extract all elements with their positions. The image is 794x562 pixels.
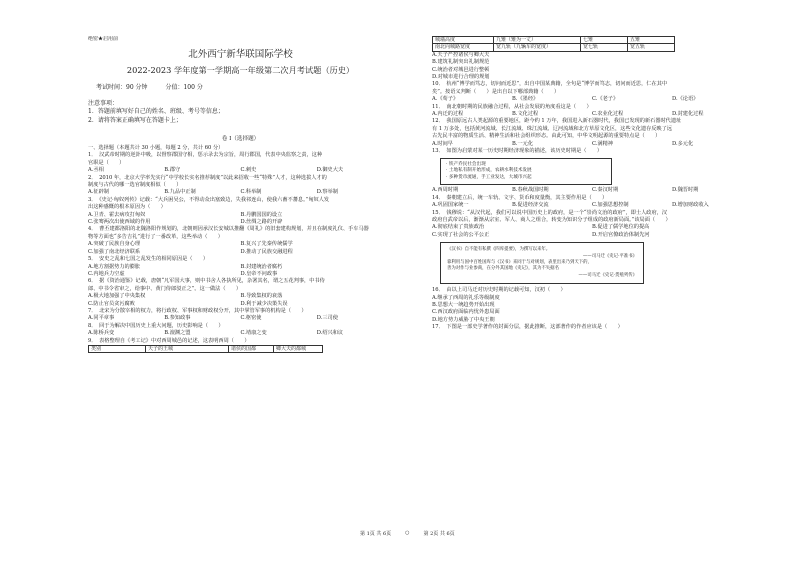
- question-13: [432, 148, 752, 195]
- option: D.推动了民族交融进程: [240, 248, 293, 255]
- option: A.陈桥兵变: [88, 330, 115, 337]
- question-stem: 7． 北宋为分散宰相的权力，将行政权、军事权和财政权分开，其中掌管军事的机构是（ ）: [88, 307, 307, 314]
- option: A.突破了民族自身心理: [88, 241, 141, 248]
- option: D.地方势力威胁了中央王朝: [432, 316, 495, 323]
- option: B.郡守: [164, 167, 181, 174]
- option: A.巩固国家统一: [432, 202, 469, 209]
- q9-options: [432, 52, 752, 82]
- table-cell: 宽五轨: [628, 44, 675, 51]
- question-stem: 出这种感慨的根本原因为（ ）: [88, 204, 166, 211]
- q16-quote-box: [440, 242, 644, 284]
- option: A.天子严控诸侯与卿大夫: [432, 51, 490, 58]
- option: A.时间早: [432, 140, 453, 147]
- question-stem: 4． 曹丕建都洛阳的北魏洛阳作规划的，北朝则因承汉长安城以推翻《周礼》的旧套建构规划，并且在制度礼仪、手车马器: [88, 226, 369, 233]
- quote-source: ——司马迁《史记·平准书》: [582, 253, 637, 259]
- question-stem: 制度与古代的哪一选官制度相似（ ）: [88, 182, 182, 189]
- table-cell: 天子的王城: [146, 345, 229, 352]
- option: B.思想大一统趋势开始出现: [432, 301, 495, 308]
- option: C.防止官员贪污腐败: [88, 300, 135, 307]
- option: A.丞相: [88, 167, 104, 174]
- notes-title: 注意事项：: [88, 99, 119, 107]
- question-17: [432, 324, 752, 331]
- question-stem: 官职是（ ）: [88, 159, 125, 166]
- options: [432, 224, 752, 239]
- options: [88, 241, 393, 256]
- option: C.刺史: [240, 167, 257, 174]
- right-column: [432, 36, 752, 332]
- option: B.封建统治者腐朽: [240, 263, 283, 270]
- question-1: [88, 152, 393, 174]
- notes-item: 1．答题前填写好自己的姓名、班级、考号等信息；: [88, 108, 224, 116]
- question-15: [432, 210, 752, 240]
- question-8: [88, 323, 393, 338]
- fold-mark: ○: [405, 530, 410, 536]
- option: D.增加财政收入: [672, 202, 709, 209]
- question-7: [88, 308, 393, 323]
- question-10: [432, 81, 752, 103]
- option: C.加强了南北经济联系: [88, 248, 141, 255]
- page-number-left: 第 1页 共 6页: [360, 531, 392, 537]
- option: B.促进经济交流: [512, 202, 549, 209]
- question-stem: 13． 如图为启蒙对某一历史时期经济现象的描述，该历史时期是（ ）: [432, 148, 603, 155]
- option: A.西周时期: [432, 187, 459, 194]
- option: C.西汉政府面临内忧外患局面: [432, 309, 500, 316]
- option: C.枢密使: [240, 315, 262, 322]
- option: A.继承了西周的礼乐等级制度: [432, 294, 500, 301]
- question-stem: 物等方面也“多告吉礼”进行了一番改革，这些举动（ ）: [88, 233, 223, 240]
- option: A.地方割据势力的膨胀: [88, 263, 141, 270]
- question-stem: 11． 南北朝时期的民族融合过程，从社会发展的角度看这是（ ）: [432, 103, 592, 110]
- options: [432, 202, 752, 209]
- question-stem: 郎、中书令省审之，给事中、黄门侍郎驳正之”。这一做法（ ）: [88, 285, 242, 292]
- question-stem: 政府自武帝以后，渐渐从宗室、军人、商人之组合，转变为知识分子组成的政府新局面。”该局面（ ）: [432, 216, 671, 223]
- option: D.三司使: [316, 315, 338, 322]
- table-cell: 宽九轨（九辆车的宽度）: [494, 44, 581, 51]
- question-2: [88, 175, 393, 197]
- options: [432, 187, 752, 194]
- options: [88, 330, 393, 337]
- page-number-right: 第 2页 共 6页: [423, 531, 455, 537]
- exam-time: 考试时间：90 分钟: [96, 84, 148, 92]
- question-12: [432, 118, 752, 148]
- question-stem: 9． 表格整理自《考工记》中对西周城邑的记述，这表明西周（ ）: [88, 337, 250, 344]
- question-6: [88, 278, 393, 308]
- question-stem: 14． 秦朝建立后，统一车轨、文字、货币和度量衡，其主要作用是（ ）: [432, 194, 608, 201]
- q9-table-head: [88, 345, 323, 353]
- option: B.《墨经》: [512, 96, 539, 103]
- question-stem: 矣”。按语义判断（ ）是出自以下哪部典籍（ ）: [432, 88, 560, 95]
- option: D.《论语》: [672, 96, 699, 103]
- question-stem: 8． 回于为解决中国历史上重大问题，历史影响是（ ）: [88, 322, 224, 329]
- options: [432, 96, 752, 103]
- question-stem: 1． 汉武帝时期的逆卦中吸，以督察郡国守相，惩示录去为宗旨，周行郡国，代表中央监察之责，这种: [88, 152, 323, 159]
- table-cell: 城墙高度: [433, 37, 494, 44]
- question-14: [432, 195, 752, 210]
- option: D.封建化过程: [672, 111, 704, 118]
- box-line: · 土地私有制开始形成，农耕水利技术发展: [446, 168, 532, 174]
- exam-title: 2022-2023 学年度第一学期高一年级第二次月考试题（历史）: [126, 65, 355, 76]
- table-cell: 五雉: [628, 37, 675, 44]
- question-11: [432, 104, 752, 119]
- notes: [88, 100, 393, 126]
- question-5: [88, 256, 393, 278]
- option: A.《荀子》: [432, 96, 459, 103]
- question-stem: 2． 2010 年，北京大学率先实行“中学校长实名推荐制度”以此来招收一些“特殊”人才，这种选拔人才的: [88, 174, 327, 181]
- option: C.《老子》: [592, 96, 619, 103]
- option: A.卫青、霍去病攻打匈奴: [88, 211, 146, 218]
- option: D.察举制: [316, 189, 338, 196]
- option: D.丝绸之路的开辟: [240, 219, 283, 226]
- option: C.张骞两次出使西域的作用: [88, 219, 151, 226]
- quote-source: ——司马迁《史记·货殖列传》: [578, 272, 637, 278]
- q9-table-body: [432, 36, 675, 52]
- question-stem: 3． 《史记·匈奴列传》记载：“大兵困吴公，不得动众出塞致边，失我祁连山，使我六畜不蕃息。”匈奴人发: [88, 196, 330, 203]
- table-cell: 宽七轨: [581, 44, 628, 51]
- option: D.御史大夫: [316, 167, 344, 174]
- options: [88, 293, 393, 308]
- question-stem: 16． 由以上司马迁对历史时期的记载可知，汉初（ ）: [432, 287, 566, 294]
- notes-item: 2．请将答案正确填写在答题卡上；: [88, 117, 182, 124]
- secret-label: 绝密★启用前: [88, 36, 119, 42]
- options: [88, 167, 393, 174]
- table-cell: 类别: [89, 345, 146, 352]
- option: C.满精神: [592, 140, 613, 147]
- quote-line: 善为对作与业参商，在分外其国地《史记》，其为不失据名: [447, 266, 559, 272]
- option: D.开启官僚政治体制先河: [592, 231, 650, 238]
- options: [432, 141, 752, 148]
- option: C.秦汉时期: [592, 187, 619, 194]
- option: B.导致集权的衰落: [240, 293, 283, 300]
- option: D.皇帝不问政事: [240, 270, 278, 277]
- q13-box: [440, 158, 612, 186]
- option: A.征辟制: [88, 189, 109, 196]
- option: A.同平章事: [88, 315, 115, 322]
- option: A.内迁的过程: [432, 111, 464, 118]
- option: D.对城市进行合理的规划: [432, 74, 490, 81]
- question-stem: 10． 杭州“博学而笃志，切问而近思”，出自中国某典籍，全句是“博学而笃志，切问而近思，仁在其中: [432, 81, 668, 88]
- option: B.参知政事: [164, 315, 191, 322]
- box-line: · 多种货币流通，手工业发达，大城市兴起: [446, 174, 532, 180]
- option: A.极大地加强了中央集权: [88, 293, 146, 300]
- option: D.魏晋时期: [672, 187, 699, 194]
- option: B.澶渊之盟: [164, 330, 191, 337]
- question-stem: 古先民丰富的物质生活、精神生活和社会组织形态。由此可知，中华文明起源的重要特点是（ ）: [432, 133, 661, 140]
- question-3: [88, 197, 393, 227]
- option: D.多元化: [672, 140, 694, 147]
- options: [88, 189, 393, 196]
- option: B.丹鹏国国的设立: [240, 211, 283, 218]
- table-cell: 诸侯的国都: [229, 345, 274, 352]
- option: B.一元化: [512, 140, 534, 147]
- option: B.建筑礼制突出礼制规范: [432, 59, 490, 66]
- options: [88, 264, 393, 279]
- option: C.实现了社会的公平公正: [432, 231, 490, 238]
- exam-meta: [88, 84, 393, 91]
- option: C.统治者对城邑进行整顿: [432, 66, 490, 73]
- left-column: [88, 36, 393, 353]
- question-stem: 17． 下图是一部史学著作的封面分层，据此推断，这部著作的作者应该是（ ）: [432, 324, 623, 331]
- question-stem: 5． 安史之乱和七国之乱发生的相同原因是（ ）: [88, 256, 209, 263]
- question-4: [88, 226, 393, 256]
- option: C.科举制: [240, 189, 262, 196]
- option: D.利于减少决策失误: [240, 300, 288, 307]
- option: C.农业化过程: [592, 111, 624, 118]
- table-cell: 卿大夫的都城: [274, 345, 323, 352]
- option: B.复兴了先秦传统儒学: [240, 241, 293, 248]
- page-footer: [360, 530, 455, 537]
- table-cell: 南北向城路宽度: [433, 44, 494, 51]
- table-cell: 七雉: [581, 37, 628, 44]
- school-name: 北外西宁新华联国际学校: [188, 49, 293, 61]
- option: A.彻底结束了贵族政治: [432, 224, 485, 231]
- table-cell: 九雉（雉为一丈）: [494, 37, 581, 44]
- question-16: [432, 287, 752, 324]
- quote-line: 《汉书》自不能有私撰《四库提要》，为撰写以来年。: [447, 247, 551, 253]
- section-intro: 一、选择题（本题共计 30 小题，每题 2 分，共计 60 分）: [88, 145, 224, 151]
- question-stem: 6． 据《资治通鉴》记载，唐朝“凡军国大事，则中书舍人各执所见，杂署其名，谓之五花判事，中书侍: [88, 278, 325, 285]
- quote-line: 靠利用与国中百姓国库与《汉书》来同于与对规划，表里出来乃到天下的，: [447, 259, 592, 265]
- exam-score: 分值：100 分: [165, 84, 203, 92]
- question-9: [88, 338, 393, 354]
- box-line: · 铁产乔民社会出现: [446, 161, 486, 167]
- section-title: 卷 I（选择题）: [221, 135, 260, 142]
- option: B.九品中正制: [164, 189, 196, 196]
- options: [88, 212, 393, 227]
- option: B.春秋战国时期: [512, 187, 549, 194]
- option: C.加强思想控制: [592, 202, 629, 209]
- option: C.靖康之变: [240, 330, 267, 337]
- option: C.内地兵力空虚: [88, 270, 125, 277]
- option: B.文化过程: [512, 111, 539, 118]
- question-stem: 有 1 万多处，包括黄河流域、长江流域、珠江流域、辽河流域和北方草原文化区，这些文化遗存反映了远: [432, 125, 673, 132]
- question-stem: 15． 钱穆说：“从汉代起，我们可以说中国历史上的政府，是一个“崇尚文治的政府”，即士人政府，汉: [432, 209, 668, 216]
- option: D.绍兴和议: [316, 330, 344, 337]
- question-stem: 12． 我国原远古人类起源的重要地区，距今约 1 万年，我国进入新石器时代，我国已发现的新石器时代遗址: [432, 118, 682, 125]
- option: B.促进了儒学地位的提高: [592, 224, 650, 231]
- options: [88, 315, 393, 322]
